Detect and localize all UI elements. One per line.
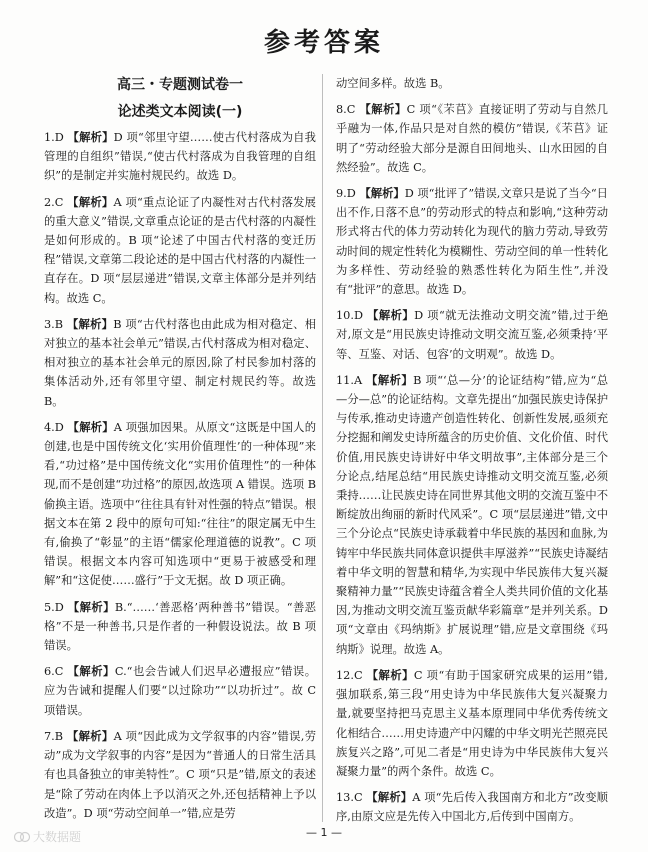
- answer-number: 1.D: [44, 131, 64, 144]
- answer-text: A 项强加因果。从原文“这既是中国人的创建,也是中国传统文化‘实用价值理性’的一种体现”来看,“功过格”是中国传统文化“实用价值理性”的一种体现,而不是创建“功过格”的原因,故选项 A 错误。选项 B 偷换主语。选项中“往往具有针对性强的特点”错误。根据文本在第 2 段中的原句可知:“往往”的限定属无中生有,偷换了“彰显”的主语“儒家伦理道德的说教”。C 项错误。根据文本内容可知选项中“更易于被感受和理解”和“这促使……盛行”于文无据。故 D 项正确。: [44, 420, 316, 588]
- answer-item-10: [336, 306, 608, 364]
- answer-number: 10.D: [336, 309, 364, 323]
- answer-text: D 项“就无法推动文明交流”错,过于绝对,原文是“用民族史诗推动文明交流互鉴,必须秉持‘平等、互鉴、对话、包容’的文明观”。故选 D。: [336, 309, 608, 361]
- answer-item-12: [336, 666, 608, 781]
- analysis-tag: 【解析】: [366, 373, 414, 387]
- answer-text: B.“……‘善恶格’两种善书”错误。“善恶格”不是一种善书,只是作者的一种假设说法。故 B 项错误。: [44, 600, 316, 653]
- analysis-tag: 【解析】: [359, 103, 407, 117]
- answer-number: 13.C: [336, 791, 363, 805]
- page-number: — 1 —: [306, 826, 342, 839]
- answer-item-4: [44, 418, 316, 591]
- answer-text: B 项“‘总—分’的论证结构”错,应为“总—分—总”的论证结构。文章先提出“加强民族史诗保护与传承,推动史诗遗产创造性转化、创新性发展,亟须充分挖掘和阐发史诗所蕴含的历史价值、文化价值、时代价值,用民族史诗讲好中华文明故事”,主体部分是三个分论点,结尾总结“用民族史诗推动文明交流互鉴,必须秉持……让民族史诗在同世界其他文明的交流互鉴中不断绽放出绚丽的新时代风采”。C 项“层层递进”错,文中三个分论点“民族史诗承载着中华民族的基因和血脉,为铸牢中华民族共同体意识提供丰厚滋养”“民族史诗凝结着中华文明的智慧和精华,为实现中华民族伟大复兴凝聚精神力量”“民族史诗蕴含着全人类共同价值的文化基因,为推动文明交流互鉴贡献华彩篇章”是并列关系。D 项“文章由《玛纳斯》扩展说理”错,应是文章围绕《玛纳斯》说理。故选 A。: [336, 373, 608, 656]
- watermark-text: 大数据题: [33, 830, 82, 844]
- answer-text: B 项“古代村落也由此成为相对稳定、相对独立的基本社会单元”错误,古代村落成为相对稳定、相对独立的基本社会单元的原因,除了村民参加村落的集体活动外,还有邻里守望、制定村规民约等。故选 B。: [44, 317, 317, 408]
- analysis-tag: 【解析】: [67, 131, 114, 144]
- answer-number: 4.D: [44, 420, 64, 434]
- answer-text: D 项“邻里守望……使古代村落成为自我管理的自组织”错误,“使古代村落成为自我管理的自组织”的是制定并实施村规民约。故选 D。: [44, 131, 316, 183]
- answer-number: 11.A: [336, 373, 363, 387]
- answer-text: D 项“批评了”错误,文章只是说了当今“日出不作,日落不息”的劳动形式的特点和影响,“这种劳动形式将古代的体力劳动转化为现代的脑力劳动,导致劳动时间的规定性转化为模糊性、劳动空间的单一性转化为多样性、劳动经验的熟悉性转化为陌生性”,并没有“批评”的意思。故选 D。: [336, 187, 608, 297]
- answer-item-1: [44, 128, 316, 186]
- answer-item-6: [44, 662, 316, 720]
- answer-number: 6.C: [44, 665, 64, 679]
- analysis-tag: 【解析】: [366, 668, 414, 682]
- analysis-tag: 【解析】: [67, 729, 114, 743]
- answer-text: A 项“重点论证了内凝性对古代村落发展的重大意义”错误,文章重点论证的是古代村落的内凝性是如何形成的。B 项“论述了中国古代村落的变迁历程”错误,文章第二段论述的是中国古代村落的内凝性一直存在。D 项“层层递进”错误,文章主体部分是并列结构。故选 C。: [44, 195, 316, 305]
- answer-number: 3.B: [44, 317, 64, 331]
- analysis-tag: 【解析】: [67, 665, 115, 679]
- continued-text: 动空间多样。故选 B。: [336, 77, 450, 90]
- answer-item-2: [44, 193, 316, 308]
- watermark-logo-icon: [14, 830, 30, 844]
- right-column: [336, 74, 608, 834]
- answer-number: 7.B: [44, 729, 64, 743]
- answer-item-9: [336, 184, 608, 299]
- analysis-tag: 【解析】: [366, 791, 413, 805]
- answer-text: A 项“因此成为文学叙事的内容”错误,劳动”成为文学叙事的内容”是因为“普通人的日常生活具有也具备独立的审美特性”。C 项“只是”错,原文的表述是“除了劳动在肉体上予以消灭之外,还包括精神上予以改造”。D 项“劳动空间单一”错,应是劳: [44, 729, 316, 820]
- answer-text: C 项“有助于国家研究成果的运用”错,强加联系,第三段“用史诗为中华民族伟大复兴凝聚力量,就要坚持把马克思主义基本原理同中华优秀传统文化相结合……用史诗遗产中闪耀的中华文明光芒照亮民族复兴之路”,可见二者是“用史诗为中华民族伟大复兴凝聚力量”的两个条件。故选 C。: [336, 668, 608, 778]
- analysis-tag: 【解析】: [66, 317, 114, 331]
- answer-number: 8.C: [336, 103, 356, 117]
- analysis-tag: 【解析】: [367, 309, 415, 323]
- analysis-tag: 【解析】: [67, 420, 114, 434]
- answer-item-3: [44, 315, 316, 411]
- answer-text: C 项“《芣苢》直接证明了劳动与自然几乎融为一体,作品只是对自然的模仿”错误,《芣苢》证明了“劳动经验大部分是源自田间地头、山水田园的自然经验”。故选 C。: [336, 103, 608, 174]
- column-divider: [322, 74, 323, 822]
- answer-text: A 项“先后传入我国南方和北方”改变顺序,由原文应是先传入中国北方,后传到中国南方。: [336, 791, 608, 824]
- answer-number: 9.D: [336, 187, 356, 201]
- left-column: [44, 74, 316, 830]
- page-title: 参考答案: [263, 28, 384, 58]
- answer-item-8: [336, 100, 608, 177]
- analysis-tag: 【解析】: [67, 195, 114, 209]
- answer-number: 5.D: [44, 600, 64, 614]
- analysis-tag: 【解析】: [67, 600, 115, 614]
- answer-item-11: [336, 371, 608, 659]
- test-header: 高三・专题测试卷一: [117, 77, 243, 93]
- watermark: [14, 828, 81, 845]
- analysis-tag: 【解析】: [359, 187, 405, 201]
- answer-item-7: [44, 727, 316, 823]
- answer-number: 2.C: [44, 195, 64, 209]
- answer-text: C.“也会告诫人们迟早必遭报应”错误。应为告诫和提醒人们要“以过除功”“以功折过”。故 C 项错误。: [44, 665, 317, 717]
- section-title: 论述类文本阅读(一): [117, 104, 243, 120]
- answer-item-13: [336, 788, 608, 826]
- answer-number: 12.C: [336, 668, 363, 682]
- answer-item-5: [44, 598, 316, 656]
